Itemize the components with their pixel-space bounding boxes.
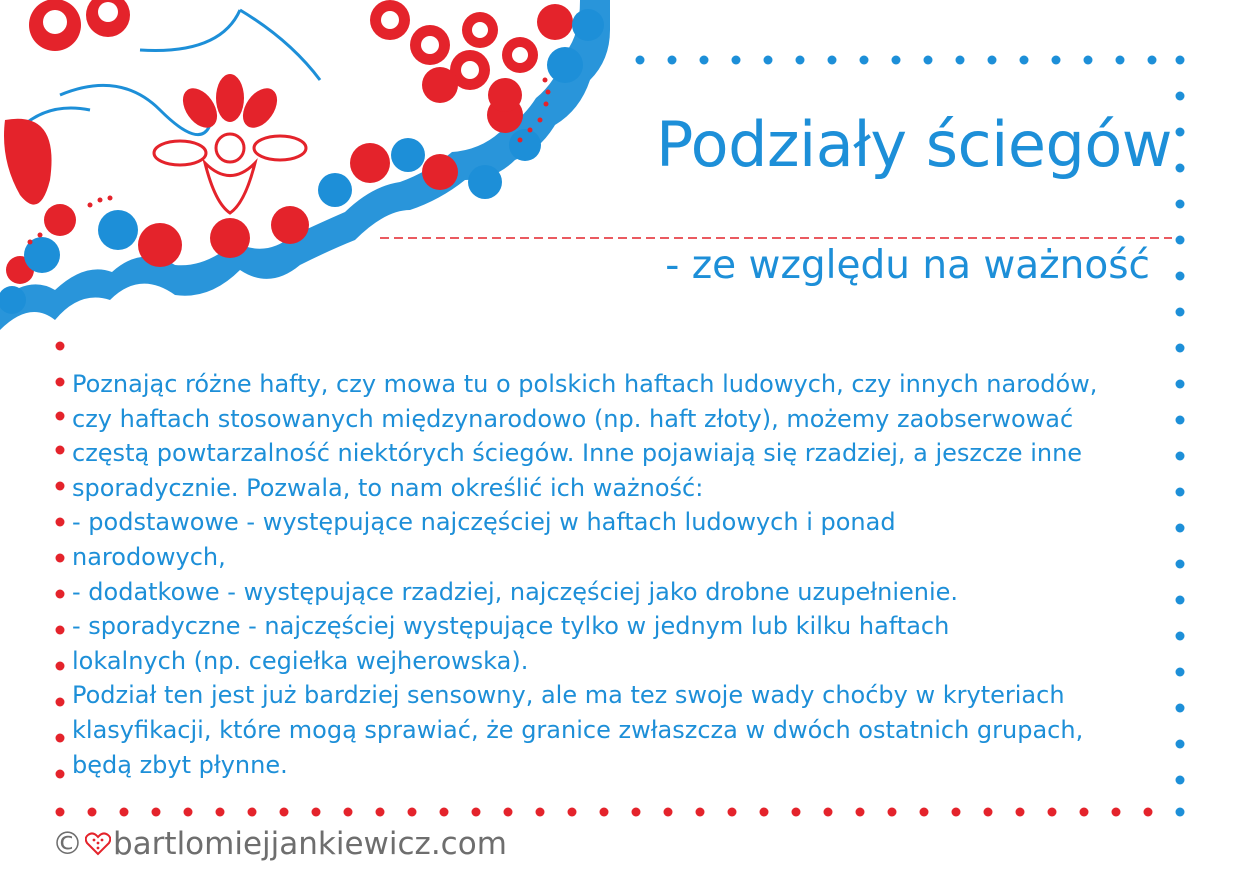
- body-line: Podział ten jest już bardziej sensowny, ale ma tez swoje wady choćby w kryteriach: [72, 681, 1065, 710]
- body-line: czy haftach stosowanych międzynarodowo (np. haft złoty), możemy zaobserwować: [72, 404, 1074, 433]
- body-line: będą zbyt płynne.: [72, 750, 288, 779]
- body-line: sporadycznie. Pozwala, to nam określić ich ważność:: [72, 473, 704, 502]
- body-line: częstą powtarzalność niektórych ściegów. Inne pojawiają się rzadziej, a jeszcze inne: [72, 439, 1083, 468]
- folk-ornament: [0, 0, 632, 345]
- page-title: Podziały ściegów: [655, 108, 1172, 181]
- body-line: - sporadyczne - najczęściej występujące tylko w jednym lub kilku haftach: [72, 612, 950, 641]
- body-line: narodowych,: [72, 542, 226, 571]
- page-subtitle: - ze względu na ważność: [665, 243, 1150, 288]
- bottom-dotted-border: [56, 808, 1153, 817]
- body-text: [72, 367, 1182, 782]
- body-line: - podstawowe - występujące najczęściej w haftach ludowych i ponad: [72, 508, 896, 537]
- top-dotted-border: [636, 56, 1157, 65]
- website-text: bartlomiejjankiewicz.com: [113, 826, 507, 862]
- footer-credit: [52, 826, 507, 862]
- copyright-symbol: ©: [52, 826, 83, 862]
- heart-logo-icon: [85, 832, 111, 856]
- body-line: klasyfikacji, które mogą sprawiać, że granice zwłaszcza w dwóch ostatnich grupach,: [72, 715, 1084, 744]
- body-line: - dodatkowe - występujące rzadziej, najczęściej jako drobne uzupełnienie.: [72, 577, 959, 606]
- body-line: lokalnych (np. cegiełka wejherowska).: [72, 646, 529, 675]
- left-dotted-border: [56, 342, 65, 779]
- body-line: Poznając różne hafty, czy mowa tu o polskich haftach ludowych, czy innych narodów,: [72, 370, 1098, 398]
